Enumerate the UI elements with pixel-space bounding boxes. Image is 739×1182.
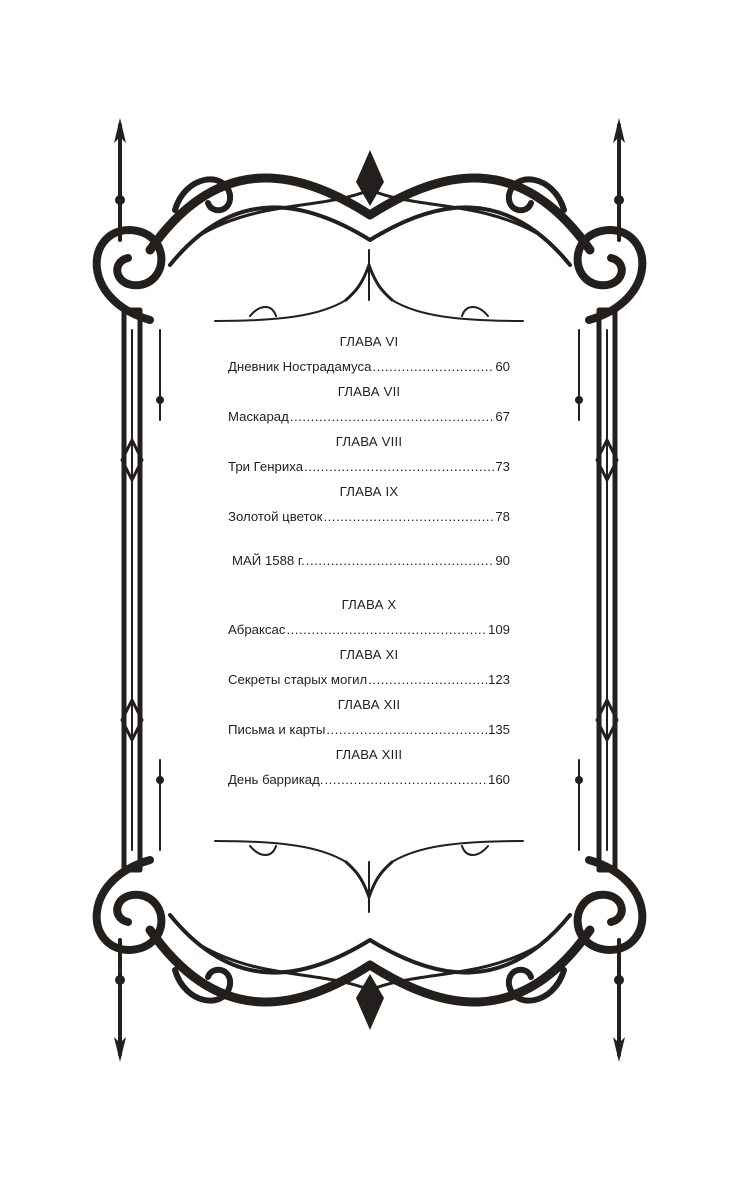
toc-entry-page: 160 xyxy=(487,772,510,787)
toc-entry-title: Дневник Нострадамуса xyxy=(228,359,372,374)
chapter-heading: ГЛАВА XIII xyxy=(335,747,403,762)
chapter-heading: ГЛАВА VII xyxy=(337,384,401,399)
toc-entry-title: День баррикад. xyxy=(228,772,324,787)
toc-entry[interactable] xyxy=(228,359,510,375)
chapter-heading: ГЛАВА IX xyxy=(339,484,399,499)
dot-leader xyxy=(324,772,487,788)
toc-entry-title: МАЙ 1588 г. xyxy=(232,553,305,568)
top-flourish-icon xyxy=(215,250,523,321)
dot-leader xyxy=(290,409,495,425)
toc-entry[interactable] xyxy=(228,622,510,638)
chapter-heading: ГЛАВА XII xyxy=(337,697,401,712)
toc-entry-page: 67 xyxy=(495,409,510,424)
toc-entry-title: Абраксас xyxy=(228,622,286,637)
dot-leader xyxy=(372,359,494,375)
table-of-contents xyxy=(228,334,510,797)
toc-entry-page: 109 xyxy=(487,622,510,637)
dot-leader xyxy=(286,622,487,638)
toc-entry-page: 123 xyxy=(487,672,510,687)
toc-entry-title: Золотой цветок xyxy=(228,509,323,524)
toc-entry[interactable] xyxy=(228,772,510,788)
toc-entry-page: 90 xyxy=(495,553,510,568)
dot-leader xyxy=(368,672,487,688)
chapter-heading: ГЛАВА VIII xyxy=(335,434,403,449)
dot-leader xyxy=(323,509,494,525)
toc-entry-title: Три Генриха xyxy=(228,459,304,474)
toc-entry-page: 60 xyxy=(495,359,510,374)
dot-leader xyxy=(304,459,494,475)
toc-entry-title: Секреты старых могил xyxy=(228,672,368,687)
bottom-flourish-icon xyxy=(215,841,523,912)
toc-entry-title: Маскарад xyxy=(228,409,289,424)
toc-entry[interactable] xyxy=(228,409,510,425)
toc-entry[interactable] xyxy=(228,672,510,688)
chapter-heading: ГЛАВА XI xyxy=(339,647,399,662)
toc-entry-page: 73 xyxy=(495,459,510,474)
toc-entry[interactable] xyxy=(228,459,510,475)
dot-leader xyxy=(326,722,487,738)
dot-leader xyxy=(306,553,495,569)
chapter-heading: ГЛАВА X xyxy=(341,597,397,612)
toc-entry[interactable] xyxy=(228,722,510,738)
toc-entry[interactable] xyxy=(228,509,510,525)
toc-entry[interactable] xyxy=(228,553,510,569)
toc-entry-title: Письма и карты xyxy=(228,722,326,737)
chapter-heading: ГЛАВА VI xyxy=(339,334,399,349)
toc-entry-page: 78 xyxy=(495,509,510,524)
toc-entry-page: 135 xyxy=(487,722,510,737)
